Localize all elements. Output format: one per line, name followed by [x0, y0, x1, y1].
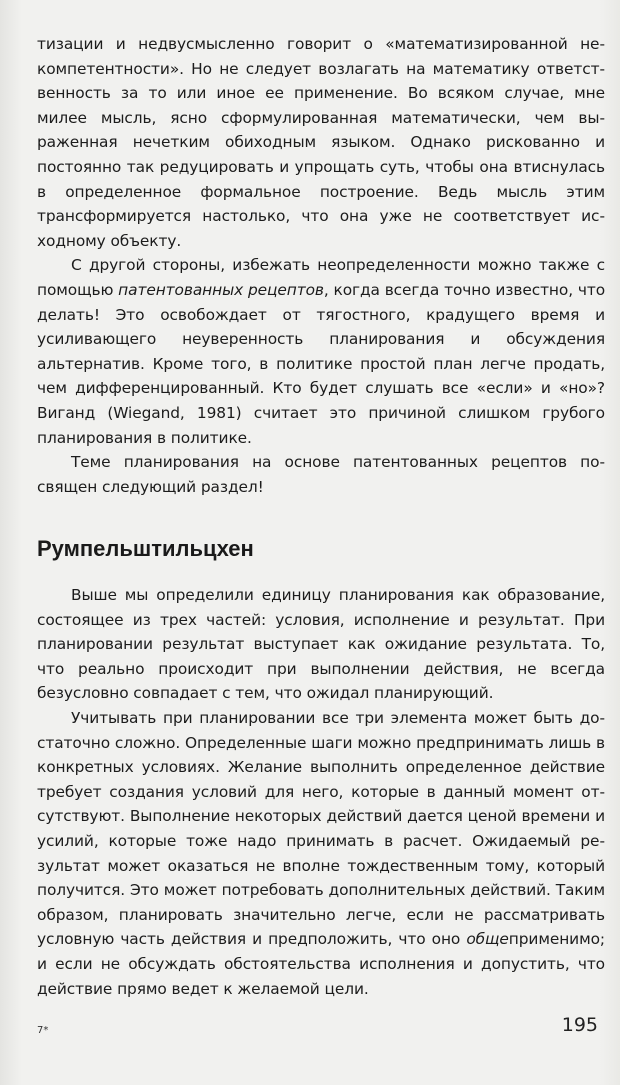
paragraph-5-end: применимо; и если не обсуждать обстоятельства исполнения и допустить, что действие прямо ведет к желаемой цели.	[37, 930, 605, 998]
paragraph-5	[37, 706, 605, 1001]
page-number: 195	[561, 1014, 598, 1036]
signature-mark: 7*	[37, 1025, 49, 1036]
section-heading: Румпельштильцхен	[37, 536, 254, 561]
text-block-bottom	[37, 583, 605, 1001]
text-block-top	[37, 32, 605, 499]
paragraph-2	[37, 253, 605, 450]
paragraph-5-start: Учитывать при планировании все три элемента может быть достаточно сложно. Определенные шаги можно предпринимать лишь в конкретных условиях. Желание выполнить определенное действие требует создания условий для него, которые в данный момент отсутствуют. Выполнение некоторых действий дается ценой времени и усилий, которые тоже надо принимать в расчет. Ожидаемый результат может оказаться не вполне тождественным тому, который получится. Это может потребовать дополнительных действий. Таким образом, планировать значительно легче, если не рассматривать условную часть действия и предположить, что оно	[37, 708, 605, 949]
paragraph-4: Выше мы определили единицу планирования как образование, состоящее из трех частей: условия, исполнение и результат. При планировании результат выступает как ожидание результата. То, что реально происходит при выполнении действия, не всегда безусловно совпадает с тем, что ожидал планирующий.	[37, 586, 605, 703]
italic-term-patent-recipes: патентованных рецептов	[118, 280, 324, 299]
paragraph-2-end: , когда всегда точно известно, что делать! Это освобождает от тягостного, крадущего время и усиливающего неуверенность планирования и обсуждения альтернатив. Кроме того, в политике простой план легче продать, чем дифференцированный. Кто будет слушать все «если» и «но»? Виганд (Wiegand, 1981) считает это причиной слишком грубого планирования в политике.	[37, 280, 606, 447]
italic-term-generally: обще	[466, 930, 509, 949]
paragraph-3: Теме планирования на основе патентованных рецептов посвящен следующий раздел!	[37, 453, 605, 496]
paragraph-1: тизации и недвусмысленно говорит о «математизированной некомпетентности». Но не следует возлагать на математику ответственность за то или иное ее применение. Во всяком случае, мне милее мысль, ясно сформулированная математически, чем выраженная нечетким обиходным языком. Однако рискованно и постоянно так редуцировать и упрощать суть, чтобы она втиснулась в определенное формальное построение. Ведь мысль этим трансформируется настолько, что она уже не соответствует исходному объекту.	[37, 35, 605, 250]
paragraph-2-start: С другой стороны, избежать неопределенности можно также с помощью	[37, 256, 605, 299]
